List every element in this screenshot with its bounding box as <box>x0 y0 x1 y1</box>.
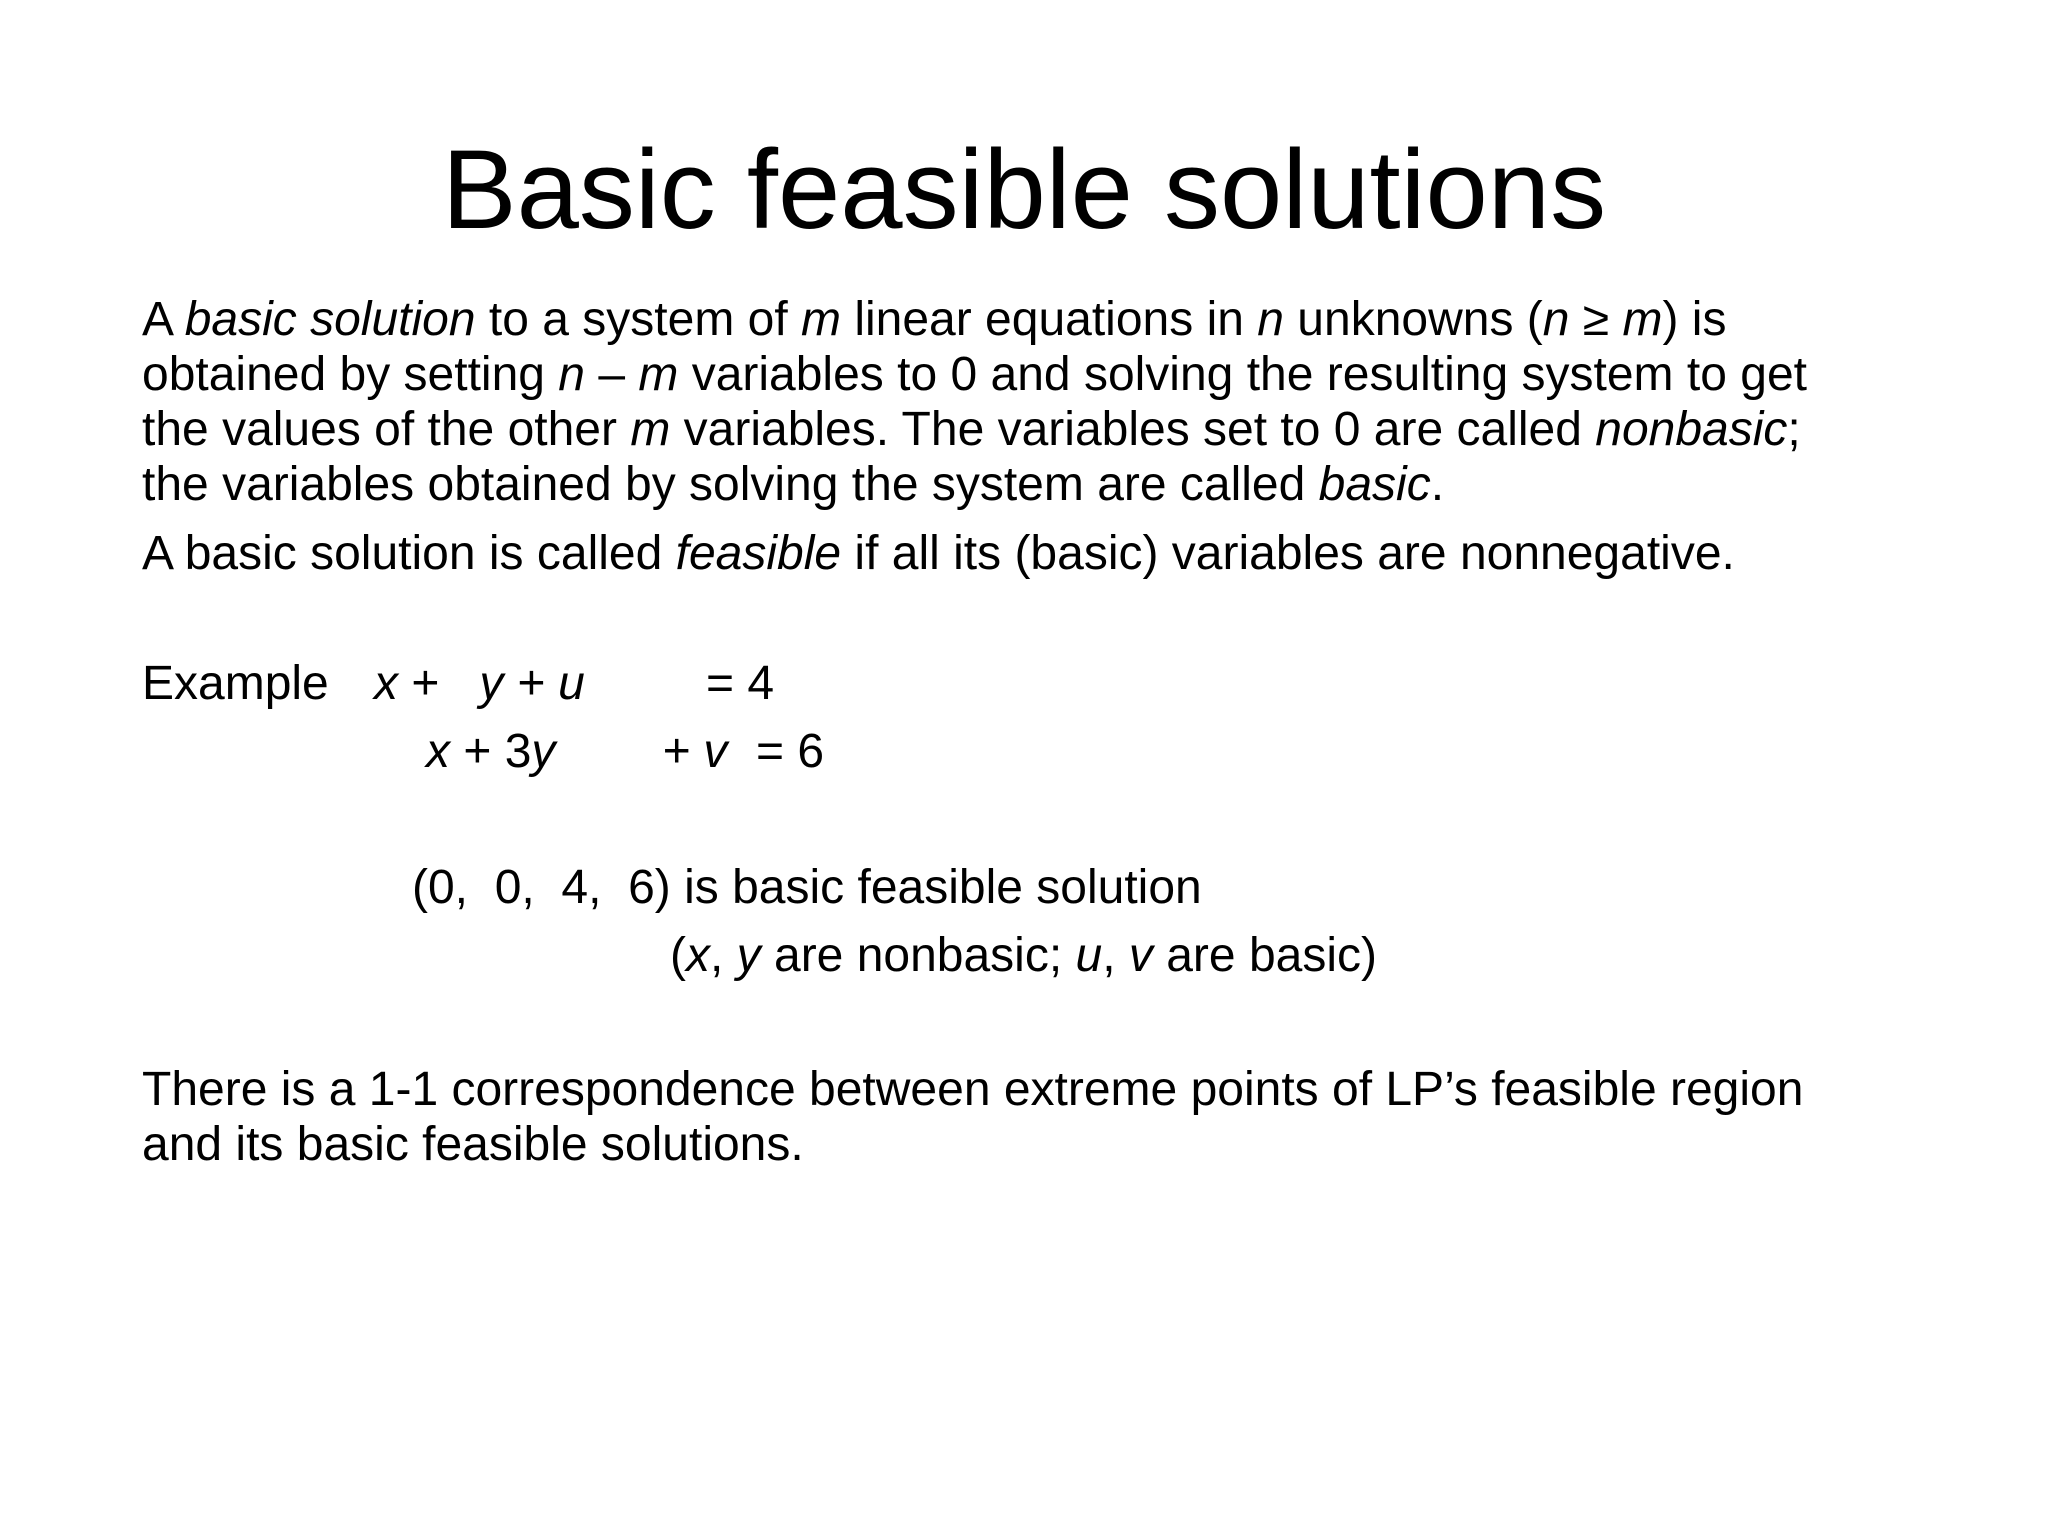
text-run: , <box>709 929 737 982</box>
var-n: n <box>1542 293 1570 346</box>
definition-line-4 <box>142 457 1807 512</box>
var-n: n <box>558 348 585 401</box>
example-note <box>670 928 1377 983</box>
var-y: y <box>736 929 761 982</box>
text-run: to a system of <box>475 293 801 346</box>
text-run: if all its (basic) variables are nonnegative. <box>841 527 1735 580</box>
definition-line-1 <box>142 292 1807 347</box>
var-m: m <box>801 293 841 346</box>
text-run: are nonbasic; <box>760 929 1076 982</box>
text-run: – <box>585 348 639 401</box>
var-m: m <box>1622 293 1663 346</box>
correspondence-statement <box>142 1062 1803 1172</box>
text-run: linear equations in <box>840 293 1258 346</box>
var-n: n <box>1257 293 1284 346</box>
text-run: A <box>142 293 185 346</box>
feasible-definition <box>142 526 1735 581</box>
text-run: + <box>662 725 704 778</box>
text-run: obtained by setting <box>142 348 559 401</box>
var-m: m <box>630 403 671 456</box>
text-run: , <box>1102 929 1129 982</box>
term-nonbasic: nonbasic <box>1595 403 1788 456</box>
text-run: . <box>1430 458 1445 511</box>
definition-line-3 <box>142 402 1807 457</box>
var-m: m <box>638 348 679 401</box>
basic-solution-definition <box>142 292 1807 512</box>
equation-2-slack <box>662 724 727 779</box>
text-run: the variables obtained by solving the system are called <box>142 458 1319 511</box>
feasible-line <box>142 526 1735 581</box>
slide-title: Basic feasible solutions <box>441 127 1607 252</box>
equation-1-rhs: = 4 <box>706 657 775 710</box>
text-run: the values of the other <box>142 403 631 456</box>
text-run: + 3 <box>450 725 532 778</box>
example-label: Example <box>142 657 329 710</box>
example-solution: (0, 0, 4, 6) is basic feasible solution <box>412 861 1202 914</box>
term-basic-solution: basic solution <box>184 293 476 346</box>
text-run: unknowns ( <box>1283 293 1543 346</box>
var-v: v <box>1128 929 1153 982</box>
text-run: + <box>503 657 559 710</box>
term-basic: basic <box>1318 458 1431 511</box>
var-y: y <box>531 725 556 778</box>
text-run: ( <box>670 929 686 982</box>
var-x: x <box>374 657 398 710</box>
text-run: ; <box>1787 403 1801 456</box>
text-run: ) is <box>1662 293 1727 346</box>
text-run: A basic solution is called <box>142 527 676 580</box>
var-y: y <box>479 657 504 710</box>
definition-line-2 <box>142 347 1807 402</box>
var-u: u <box>558 657 585 710</box>
correspondence-line-2: and its basic feasible solutions. <box>142 1118 804 1171</box>
var-v: v <box>703 725 728 778</box>
text-run: are basic) <box>1152 929 1377 982</box>
correspondence-line-1: There is a 1-1 correspondence between extreme points of LP’s feasible region <box>142 1063 1804 1116</box>
equation-2-rhs: = 6 <box>756 725 825 778</box>
var-x: x <box>685 929 710 982</box>
text-run: ≥ <box>1569 293 1623 346</box>
term-feasible: feasible <box>675 527 842 580</box>
text-run: + <box>398 657 480 710</box>
text-run: variables to 0 and solving the resulting system to get <box>678 348 1807 401</box>
var-u: u <box>1075 929 1103 982</box>
var-x: x <box>426 725 450 778</box>
equation-1-lhs <box>374 656 585 711</box>
text-run: variables. The variables set to 0 are called <box>670 403 1596 456</box>
equation-2-lhs <box>426 724 555 779</box>
